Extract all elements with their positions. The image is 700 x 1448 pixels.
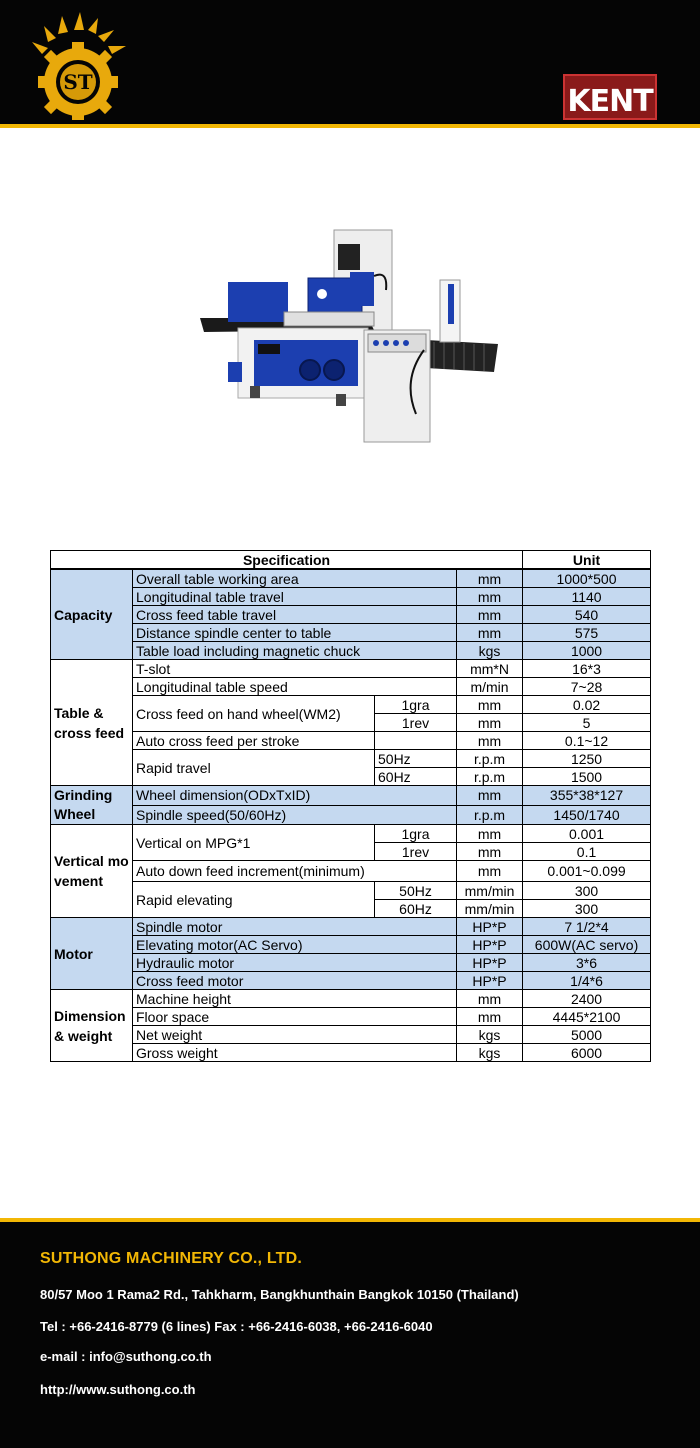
unit-cell: mm/min <box>457 900 523 918</box>
company-phone: Tel : +66-2416-8779 (6 lines) Fax : +66-2416-6038, +66-2416-6040 <box>40 1319 433 1334</box>
group-capacity: Capacity <box>51 570 133 660</box>
spec-cell: Hydraulic motor <box>133 954 457 972</box>
sub-cell: 50Hz <box>375 750 457 768</box>
unit-cell: mm <box>457 825 523 843</box>
value-cell: 1500 <box>523 768 651 786</box>
spec-cell: Auto down feed increment(minimum) <box>133 861 457 882</box>
unit-cell: mm <box>457 588 523 606</box>
table-row <box>51 678 651 696</box>
sub-cell: 1gra <box>375 825 457 843</box>
unit-cell: mm <box>457 1008 523 1026</box>
group-vertical-movement: Vertical movement <box>51 825 133 918</box>
table-row <box>51 606 651 624</box>
table-row <box>51 750 651 768</box>
surface-grinder-machine-image <box>198 222 502 446</box>
spec-cell: Rapid elevating <box>133 882 375 918</box>
value-cell: 0.1 <box>523 843 651 861</box>
table-row <box>51 624 651 642</box>
unit-cell: r.p.m <box>457 805 523 825</box>
sub-cell: 1rev <box>375 843 457 861</box>
table-row <box>51 786 651 806</box>
value-cell: 0.02 <box>523 696 651 714</box>
spec-cell: Spindle motor <box>133 918 457 936</box>
svg-text:ST: ST <box>63 70 93 94</box>
table-row <box>51 990 651 1008</box>
unit-cell: HP*P <box>457 918 523 936</box>
value-cell: 6000 <box>523 1044 651 1062</box>
spec-cell: Cross feed table travel <box>133 606 457 624</box>
table-row <box>51 570 651 588</box>
header-unit: Unit <box>523 551 651 569</box>
table-row <box>51 588 651 606</box>
table-row <box>51 882 651 900</box>
company-website-link[interactable]: http://www.suthong.co.th <box>40 1382 196 1397</box>
table-row <box>51 972 651 990</box>
table-row <box>51 936 651 954</box>
spec-cell: Auto cross feed per stroke <box>133 732 375 750</box>
spec-cell: T-slot <box>133 660 457 678</box>
table-row <box>51 1026 651 1044</box>
unit-cell: mm <box>457 861 523 882</box>
unit-cell: mm <box>457 606 523 624</box>
unit-cell: mm <box>457 843 523 861</box>
table-row <box>51 1044 651 1062</box>
unit-cell: kgs <box>457 642 523 660</box>
unit-cell: mm <box>457 732 523 750</box>
unit-cell: kgs <box>457 1044 523 1062</box>
spec-cell: Longitudinal table travel <box>133 588 457 606</box>
value-cell: 16*3 <box>523 660 651 678</box>
value-cell: 5 <box>523 714 651 732</box>
value-cell: 2400 <box>523 990 651 1008</box>
unit-cell: HP*P <box>457 954 523 972</box>
value-cell: 1450/1740 <box>523 805 651 825</box>
value-cell: 0.001~0.099 <box>523 861 651 882</box>
value-cell: 0.1~12 <box>523 732 651 750</box>
value-cell: 0.001 <box>523 825 651 843</box>
company-address: 80/57 Moo 1 Rama2 Rd., Tahkharm, Bangkhunthain Bangkok 10150 (Thailand) <box>40 1287 519 1302</box>
spec-cell: Rapid travel <box>133 750 375 786</box>
unit-cell: mm <box>457 624 523 642</box>
company-name: SUTHONG MACHINERY CO., LTD. <box>40 1250 302 1267</box>
value-cell: 3*6 <box>523 954 651 972</box>
spec-cell: Wheel dimension(ODxTxID) <box>133 786 457 806</box>
unit-cell: kgs <box>457 1026 523 1044</box>
value-cell: 1140 <box>523 588 651 606</box>
sub-cell: 1rev <box>375 714 457 732</box>
unit-cell: mm <box>457 714 523 732</box>
value-cell: 540 <box>523 606 651 624</box>
spec-cell: Floor space <box>133 1008 457 1026</box>
value-cell: 7 1/2*4 <box>523 918 651 936</box>
kent-brand-logo <box>562 73 658 121</box>
spec-cell: Distance spindle center to table <box>133 624 457 642</box>
value-cell: 1000 <box>523 642 651 660</box>
suthong-gear-logo-icon <box>22 12 134 120</box>
svg-text:KENT: KENT <box>567 84 653 119</box>
table-row <box>51 660 651 678</box>
value-cell: 600W(AC servo) <box>523 936 651 954</box>
unit-cell: mm/min <box>457 882 523 900</box>
table-row <box>51 1008 651 1026</box>
spec-cell: Cross feed on hand wheel(WM2) <box>133 696 375 732</box>
value-cell: 4445*2100 <box>523 1008 651 1026</box>
header-accent-line <box>0 124 700 128</box>
table-row <box>51 732 651 750</box>
unit-cell: mm <box>457 786 523 806</box>
sub-cell: 1gra <box>375 696 457 714</box>
spec-cell: Gross weight <box>133 1044 457 1062</box>
group-dimension-weight: Dimension & weight <box>51 990 133 1062</box>
value-cell: 1250 <box>523 750 651 768</box>
sub-cell: 60Hz <box>375 900 457 918</box>
unit-cell: mm <box>457 570 523 588</box>
specification-table-body <box>50 569 651 1062</box>
value-cell: 1/4*6 <box>523 972 651 990</box>
value-cell: 5000 <box>523 1026 651 1044</box>
spec-cell: Machine height <box>133 990 457 1008</box>
unit-cell: mm <box>457 696 523 714</box>
table-row <box>51 954 651 972</box>
value-cell: 7~28 <box>523 678 651 696</box>
unit-cell: mm <box>457 990 523 1008</box>
unit-cell: r.p.m <box>457 750 523 768</box>
value-cell: 575 <box>523 624 651 642</box>
spec-cell: Cross feed motor <box>133 972 457 990</box>
group-table-cross-feed: Table & cross feed <box>51 660 133 786</box>
group-motor: Motor <box>51 918 133 990</box>
spec-cell: Overall table working area <box>133 570 457 588</box>
unit-cell: m/min <box>457 678 523 696</box>
sub-cell: 50Hz <box>375 882 457 900</box>
table-row <box>51 805 651 825</box>
unit-cell: HP*P <box>457 936 523 954</box>
value-cell: 300 <box>523 882 651 900</box>
spec-cell: Net weight <box>133 1026 457 1044</box>
table-row <box>51 642 651 660</box>
spec-cell: Vertical on MPG*1 <box>133 825 375 861</box>
spec-cell: Longitudinal table speed <box>133 678 457 696</box>
sub-cell: 60Hz <box>375 768 457 786</box>
specification-table <box>50 550 651 569</box>
company-email[interactable]: e-mail : info@suthong.co.th <box>40 1349 212 1364</box>
value-cell: 355*38*127 <box>523 786 651 806</box>
value-cell: 300 <box>523 900 651 918</box>
table-row <box>51 696 651 714</box>
table-header-row <box>51 551 651 569</box>
spec-cell: Spindle speed(50/60Hz) <box>133 805 457 825</box>
table-row <box>51 825 651 843</box>
unit-cell: HP*P <box>457 972 523 990</box>
unit-cell: mm*N <box>457 660 523 678</box>
table-row <box>51 918 651 936</box>
empty-cell <box>375 732 457 750</box>
header-specification: Specification <box>51 551 523 569</box>
spec-cell: Table load including magnetic chuck <box>133 642 457 660</box>
value-cell: 1000*500 <box>523 570 651 588</box>
table-row <box>51 861 651 882</box>
spec-cell: Elevating motor(AC Servo) <box>133 936 457 954</box>
unit-cell: r.p.m <box>457 768 523 786</box>
group-grinding-wheel: Grinding Wheel <box>51 786 133 825</box>
